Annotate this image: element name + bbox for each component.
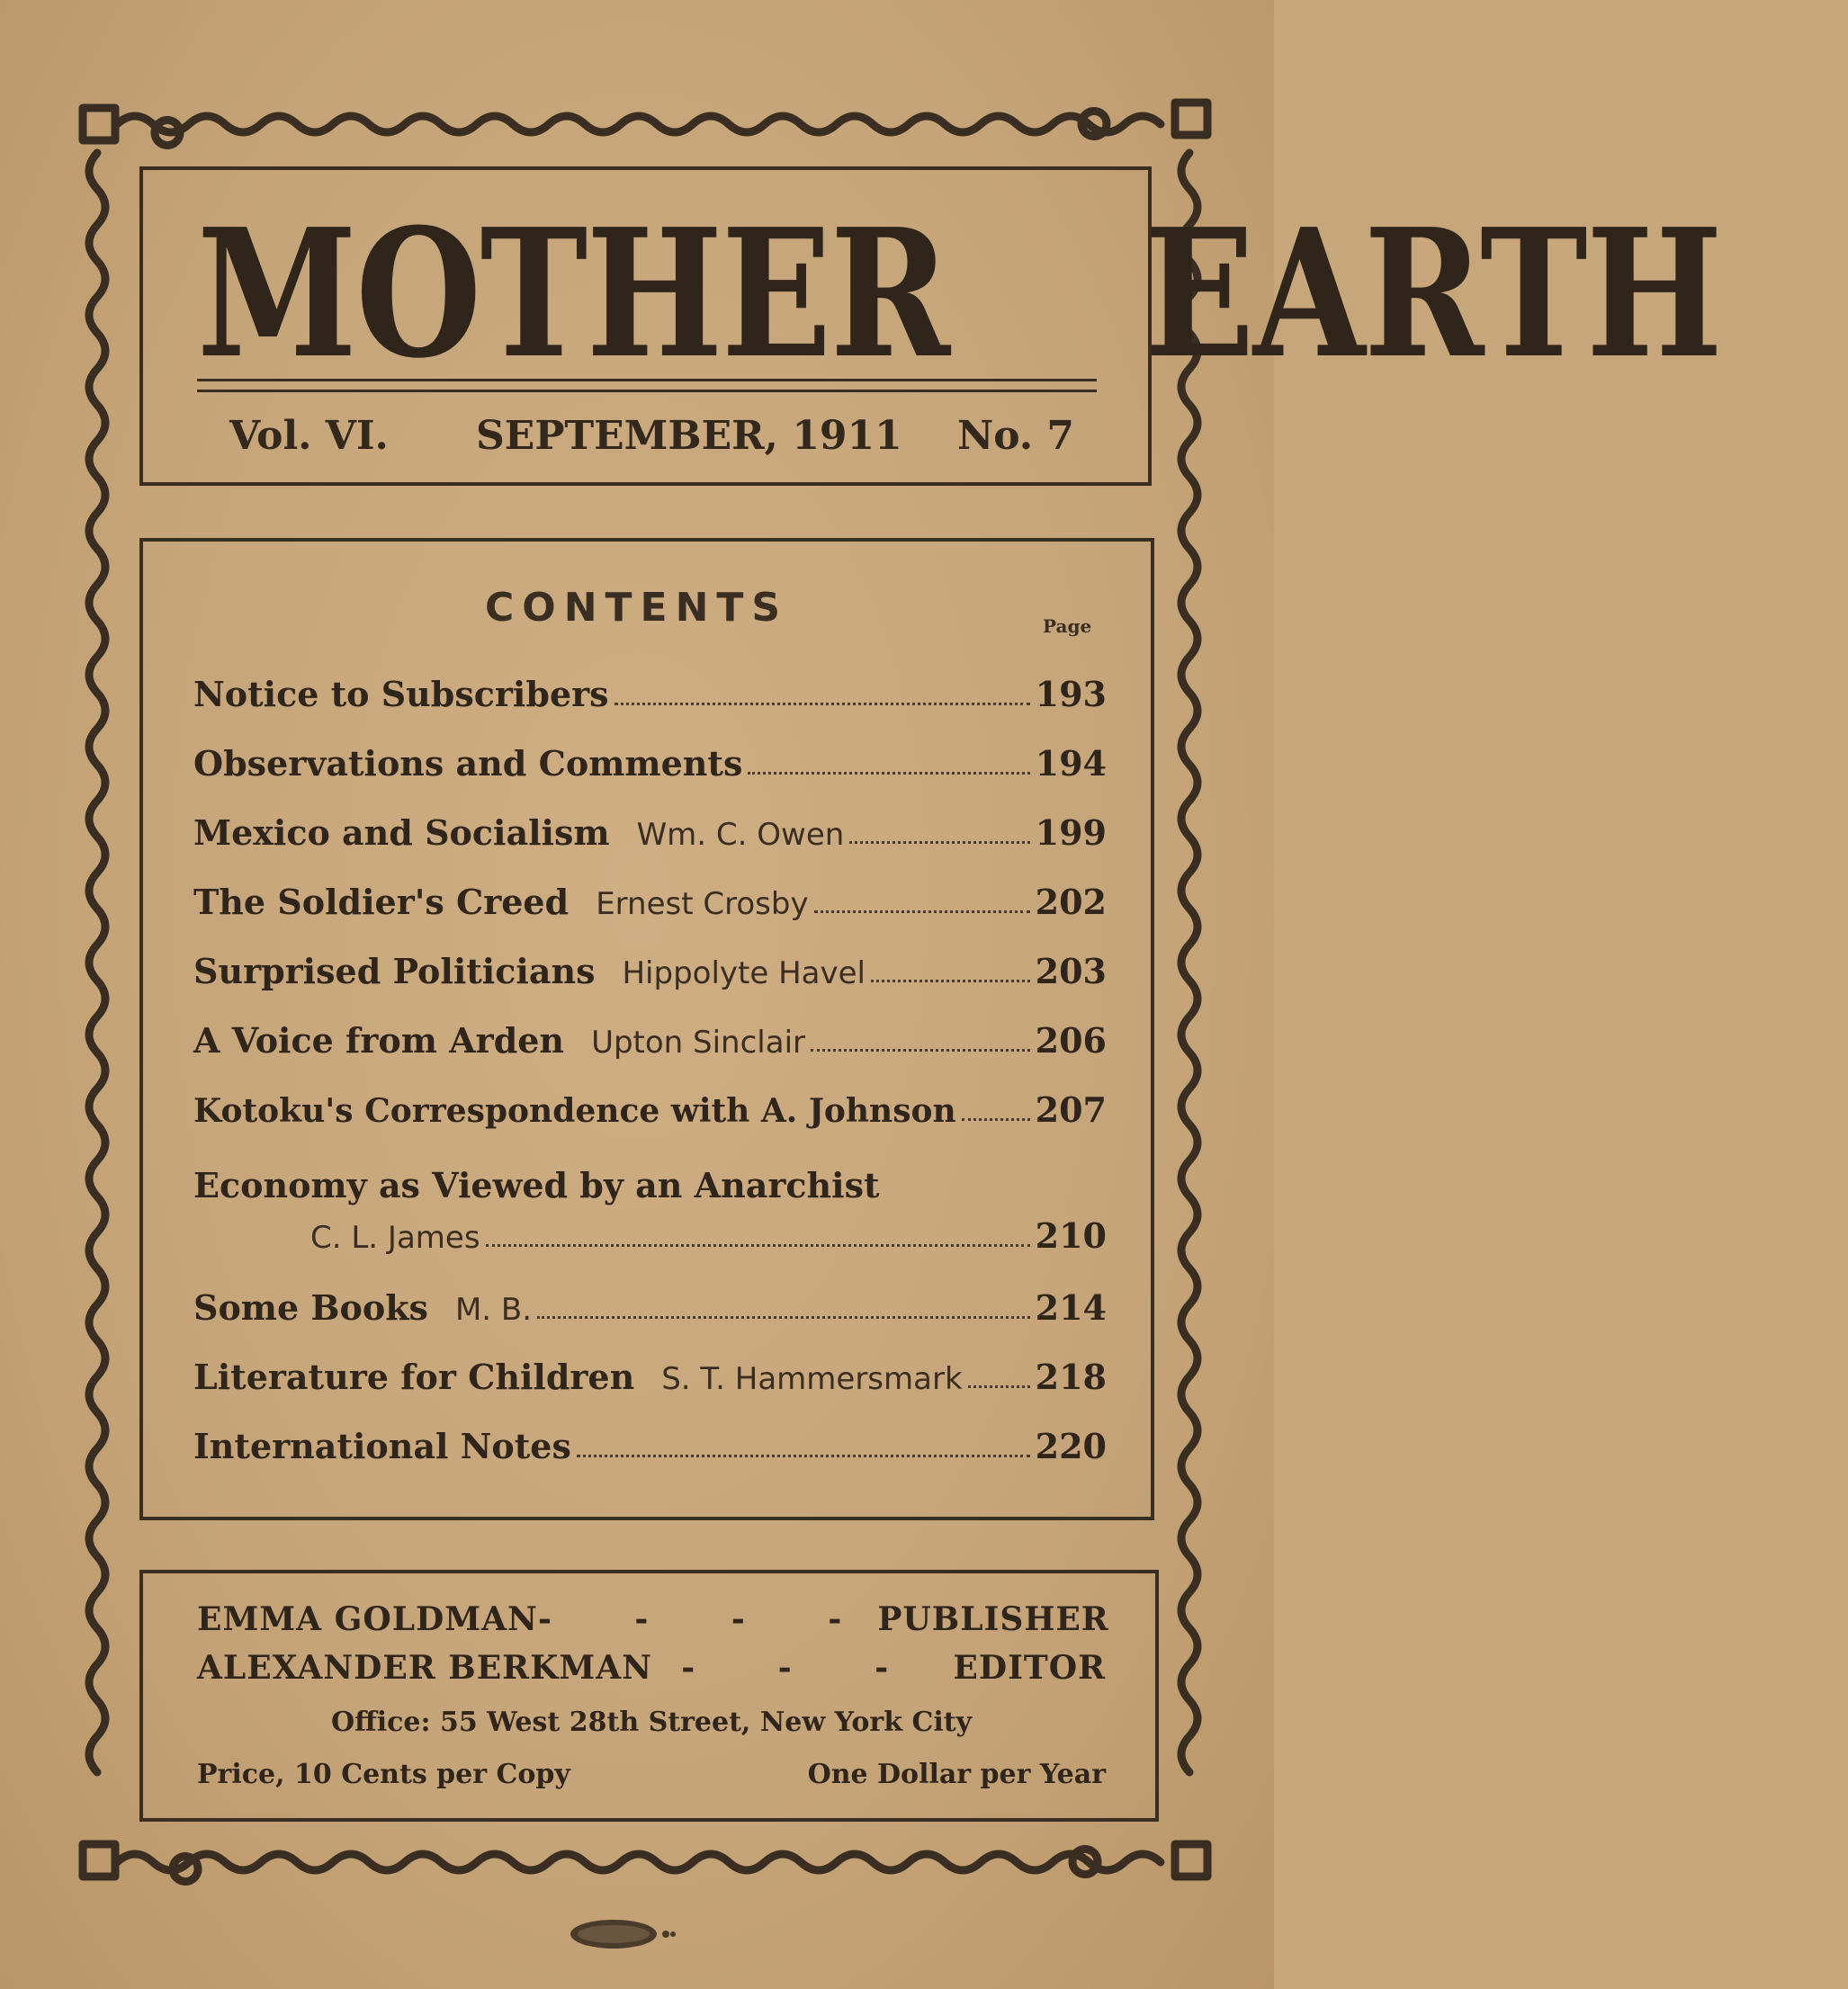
volume-number: Vol. VI. bbox=[229, 413, 389, 459]
toc-entry-author: S. T. Hammersmark bbox=[661, 1361, 963, 1397]
toc-entry-title: The Soldier's Creed bbox=[193, 882, 570, 922]
toc-entry-author: Hippolyte Havel bbox=[622, 955, 866, 991]
publisher-box bbox=[139, 1570, 1159, 1822]
toc-entry bbox=[193, 737, 1107, 791]
toc-entry bbox=[193, 667, 1107, 721]
publisher-role: PUBLISHER bbox=[877, 1600, 1109, 1638]
editor-role: EDITOR bbox=[953, 1649, 1106, 1687]
page-column-label: Page bbox=[1043, 615, 1092, 637]
toc-entry-page: 210 bbox=[1035, 1215, 1107, 1256]
toc-entry bbox=[193, 875, 1107, 929]
toc-entry-author: Ernest Crosby bbox=[596, 886, 809, 922]
toc-entry-author: M. B. bbox=[454, 1292, 533, 1328]
toc-entry-title: Notice to Subscribers bbox=[193, 674, 609, 714]
toc-entry-author: Upton Sinclair bbox=[591, 1025, 805, 1061]
toc-leader bbox=[748, 772, 1029, 775]
toc-entry-page: 202 bbox=[1035, 882, 1107, 922]
border-top-scroll bbox=[117, 116, 1161, 132]
toc-entry-title: Economy as Viewed by an Anarchist bbox=[193, 1165, 880, 1205]
toc-leader bbox=[811, 1049, 1030, 1052]
toc-entry bbox=[193, 945, 1107, 999]
issue-number: No. 7 bbox=[957, 413, 1075, 459]
magazine-title bbox=[197, 191, 1721, 398]
editor-line bbox=[197, 1649, 1106, 1687]
issue-date: SEPTEMBER, 1911 bbox=[476, 413, 902, 459]
price-per-year: One Dollar per Year bbox=[807, 1759, 1106, 1790]
toc-entry-title: Kotoku's Correspondence with A. Johnson bbox=[193, 1092, 956, 1130]
toc-entry-page: 206 bbox=[1035, 1020, 1107, 1061]
toc-entry-page: 203 bbox=[1035, 951, 1107, 991]
toc-entry-page: 193 bbox=[1035, 674, 1107, 714]
toc-entry bbox=[193, 1014, 1107, 1068]
toc-entry bbox=[193, 1281, 1107, 1335]
publisher-dashes: - - - - bbox=[537, 1600, 878, 1638]
toc-entry-title: International Notes bbox=[193, 1426, 571, 1466]
toc-entry bbox=[193, 1083, 1107, 1137]
toc-entry-page: 207 bbox=[1035, 1089, 1107, 1130]
border-left-scroll bbox=[89, 153, 105, 1772]
toc-entry-title: A Voice from Arden bbox=[193, 1020, 565, 1061]
editor-dashes: - - - bbox=[681, 1649, 925, 1687]
toc-leader bbox=[849, 841, 1029, 844]
toc-leader bbox=[486, 1244, 1030, 1247]
masthead-box bbox=[139, 166, 1721, 486]
toc-leader bbox=[814, 910, 1030, 913]
toc-leader bbox=[962, 1118, 1030, 1121]
toc-leader bbox=[871, 980, 1030, 982]
toc-entry bbox=[310, 1209, 1107, 1263]
price-per-copy: Price, 10 Cents per Copy bbox=[197, 1759, 570, 1790]
office-address: Office: 55 West 28th Street, New York City bbox=[330, 1707, 973, 1738]
table-of-contents bbox=[139, 538, 1154, 1520]
toc-entry-title: Literature for Children bbox=[193, 1357, 635, 1397]
toc-entry-page: 218 bbox=[1035, 1357, 1107, 1397]
border-bottom-scroll bbox=[117, 1854, 1161, 1870]
toc-leader bbox=[968, 1385, 1030, 1388]
toc-leader bbox=[615, 703, 1030, 705]
contents-heading: CONTENTS bbox=[485, 585, 789, 631]
toc-entry bbox=[193, 1420, 1107, 1474]
toc-entry-page: 214 bbox=[1035, 1287, 1107, 1328]
publisher-line bbox=[197, 1600, 1109, 1638]
editor-name: ALEXANDER BERKMAN bbox=[197, 1649, 653, 1687]
toc-leader bbox=[577, 1455, 1030, 1457]
toc-entry-page: 199 bbox=[1035, 812, 1107, 853]
publisher-name: EMMA GOLDMAN bbox=[197, 1600, 538, 1638]
toc-entry-title: Some Books bbox=[193, 1287, 428, 1328]
union-label-seal bbox=[569, 1916, 677, 1952]
title-word-mother: MOTHER bbox=[197, 191, 949, 398]
toc-entry-title: Surprised Politicians bbox=[193, 951, 596, 991]
toc-leader bbox=[537, 1316, 1030, 1319]
toc-entry-page: 194 bbox=[1035, 743, 1107, 784]
title-rule-upper bbox=[197, 379, 1097, 381]
toc-entry bbox=[193, 806, 1107, 860]
title-rule-lower bbox=[197, 390, 1097, 392]
toc-entry-title: Observations and Comments bbox=[193, 743, 743, 784]
toc-entry bbox=[193, 1350, 1107, 1404]
title-word-earth: EARTH bbox=[1144, 191, 1721, 398]
price-line bbox=[197, 1759, 1106, 1790]
toc-entry-title: Mexico and Socialism bbox=[193, 812, 610, 853]
toc-entry-author: Wm. C. Owen bbox=[636, 817, 845, 853]
toc-entry-author: C. L. James bbox=[310, 1220, 480, 1256]
toc-entry-page: 220 bbox=[1035, 1426, 1107, 1466]
